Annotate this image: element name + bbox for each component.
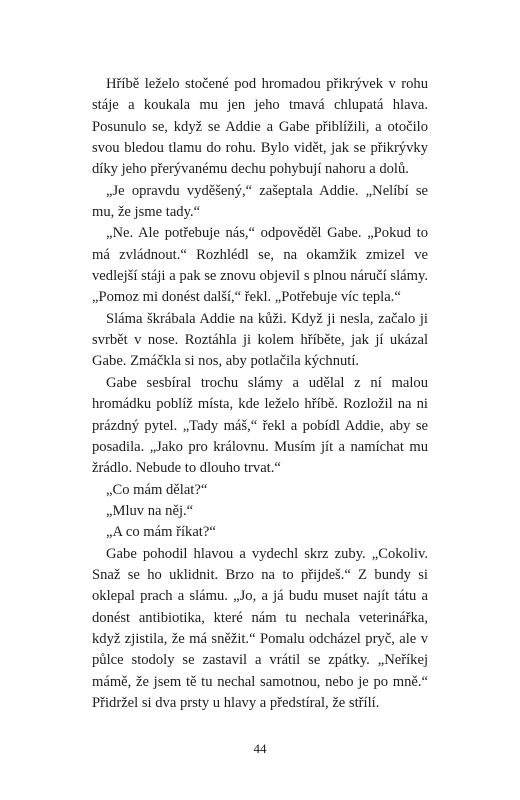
paragraph: „A co mám říkat?“ (106, 524, 216, 541)
paragraph: Hříbě leželo stočené pod hromadou přikrývek v rohu stáje a koukala mu jen jeho tmavá chlupatá hlava. Posunulo se, když se Addie a Gabe přiblížili, a otočilo svou bledou tlamu do rohu. Bylo vidět, jak se přikrývky díky jeho přerývanému dechu pohybují nahoru a dolů. (92, 76, 428, 178)
paragraph: „Ne. Ale potřebuje nás,“ odpověděl Gabe. „Pokud to má zvládnout.“ Rozhlédl se, na okamžik zmizel ve vedlejší stáji a pak se znovu objevil s plnou náručí slámy. „Pomoz mi donést další,“ řekl. „Potřebuje víc tepla.“ (92, 225, 428, 306)
paragraph: Sláma škrábala Addie na kůži. Když ji nesla, začalo ji svrbět v nose. Roztáhla ji kolem hříběte, jak jí ukázal Gabe. Zmáčkla si nos, aby potlačila kýchnutí. (92, 310, 428, 370)
paragraph: Gabe sesbíral trochu slámy a udělal z ní malou hromádku poblíž místa, kde leželo hříbě. Rozložil na ni prázdný pytel. „Tady máš,“ řekl a pobídl Addie, aby se posadila. „Jako pro královnu. Musím jít a namíchat mu žrádlo. Nebude to dlouho trvat.“ (92, 374, 428, 477)
paragraph: Gabe pohodil hlavou a vydechl skrz zuby. „Cokoliv. Snaž se ho uklidnit. Brzo na to přijdeš.“ Z bundy si oklepal prach a slámu. „Jo, a já budu muset najít tátu a donést antibiotika, které nám tu nechala veterinářka, když zjistila, že má sněžit.“ Pomalu odcházel pryč, ale v půlce stodoly se zastavil a vrátil se zpátky. „Neříkej mámě, že jsem tě tu nechal samotnou, nebo je po mně.“ Přidržel si dva prsty u hlavy a předstíral, že střílí. (92, 545, 428, 711)
paragraph: „Je opravdu vyděšený,“ zašeptala Addie. „Nelíbí se mu, že jsme tady.“ (92, 182, 428, 221)
page-number: 44 (253, 741, 267, 756)
body-text (92, 74, 428, 714)
paragraph: „Co mám dělat?“ (106, 481, 208, 498)
paragraph: „Mluv na něj.“ (106, 502, 194, 519)
